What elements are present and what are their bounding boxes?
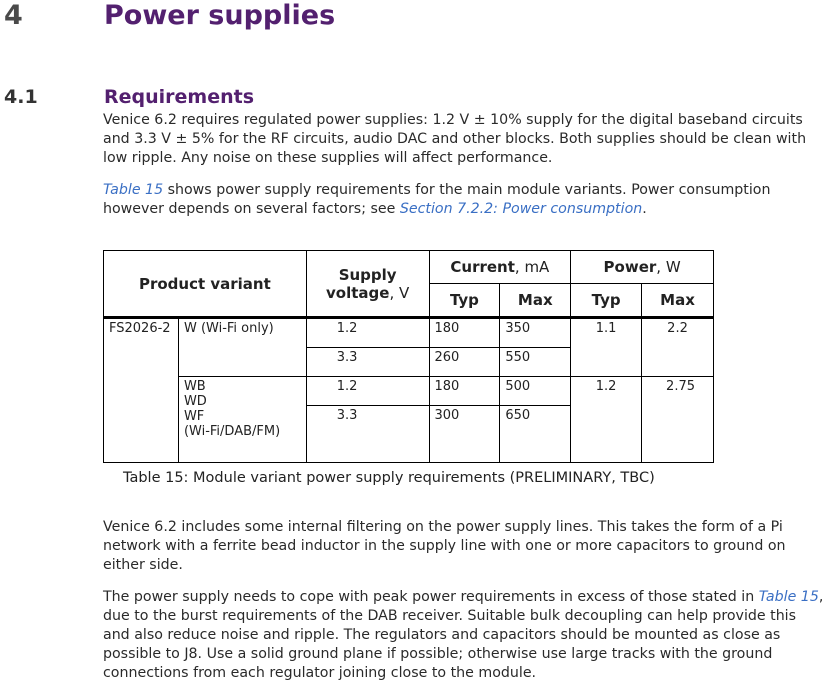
subsection-title: Requirements	[104, 86, 255, 108]
table-caption: Table 15: Module variant power supply requirements (PRELIMINARY, TBC)	[123, 470, 655, 486]
power-unit: , W	[656, 258, 681, 276]
current-typ-cell: 260	[429, 348, 500, 377]
power-header	[571, 251, 714, 284]
current-typ-cell: 180	[429, 318, 500, 348]
table-reference-paragraph	[103, 181, 825, 219]
variant-cell	[178, 377, 306, 463]
subsection-number: 4.1	[4, 86, 38, 108]
current-typ-header: Typ	[429, 284, 500, 318]
current-max-header: Max	[500, 284, 571, 318]
supply-voltage-header	[306, 251, 429, 318]
power-max-header: Max	[642, 284, 714, 318]
current-unit: , mA	[514, 258, 550, 276]
variant-line: WF	[183, 409, 205, 424]
power-requirements-table	[103, 250, 714, 463]
table-row	[104, 377, 714, 406]
product-cell: FS2026-2	[104, 318, 179, 463]
decoupling-paragraph	[103, 588, 825, 683]
power-typ-header: Typ	[571, 284, 642, 318]
variant-line: WB	[183, 379, 206, 394]
current-max-cell: 550	[500, 348, 571, 377]
voltage-unit: , V	[389, 283, 410, 302]
power-label: Power	[603, 258, 657, 276]
voltage-cell: 3.3	[306, 348, 429, 377]
table-row	[104, 318, 714, 348]
table-15-link[interactable]: Table 15	[758, 589, 819, 605]
voltage-label: voltage	[326, 283, 390, 302]
paragraph-text: .	[642, 201, 647, 217]
table-15-link[interactable]: Table 15	[103, 182, 164, 198]
voltage-cell: 1.2	[306, 318, 429, 348]
current-max-cell: 500	[500, 377, 571, 406]
voltage-cell: 1.2	[306, 377, 429, 406]
paragraph-text: shows power supply requirements for the main module variants. Power consumption however depends on several factors; see	[103, 182, 771, 217]
product-variant-header: Product variant	[104, 251, 307, 318]
current-typ-cell: 180	[429, 377, 500, 406]
current-typ-cell: 300	[429, 406, 500, 463]
current-label: Current	[450, 258, 515, 276]
voltage-cell: 3.3	[306, 406, 429, 463]
supply-label: Supply	[338, 265, 397, 284]
section-number: 4	[4, 0, 23, 31]
variant-line: (Wi-Fi/DAB/FM)	[183, 424, 281, 439]
power-max-cell: 2.75	[642, 377, 714, 463]
current-max-cell: 350	[500, 318, 571, 348]
paragraph-text: The power supply needs to cope with peak power requirements in excess of those stated in	[103, 589, 759, 605]
power-consumption-link[interactable]: Section 7.2.2: Power consumption	[399, 201, 643, 217]
filtering-paragraph: Venice 6.2 includes some internal filtering on the power supply lines. This takes the form of a Pi network with a ferrite bead inductor in the supply line with one or more capacitors to ground on either side.	[103, 519, 786, 573]
variant-cell: W (Wi-Fi only)	[178, 318, 306, 377]
current-max-cell: 650	[500, 406, 571, 463]
power-max-cell: 2.2	[642, 318, 714, 377]
power-typ-cell: 1.1	[571, 318, 642, 377]
intro-paragraph: Venice 6.2 requires regulated power supplies: 1.2 V ± 10% supply for the digital baseband circuits and 3.3 V ± 5% for the RF circuits, audio DAC and other blocks. Both supplies should be clean with low ripple. Any noise on these supplies will affect performance.	[103, 112, 807, 166]
paragraph-text: , due to the burst requirements of the DAB receiver. Suitable bulk decoupling can help provide this and also reduce noise and ripple. The regulators and capacitors should be mounted as close as possible to J8. Use a solid ground plane if possible; otherwise use large tracks with the ground connections from each regulator joining close to the module.	[103, 589, 824, 681]
section-title: Power supplies	[104, 0, 336, 31]
variant-line: WD	[183, 394, 207, 409]
current-header	[429, 251, 571, 284]
power-typ-cell: 1.2	[571, 377, 642, 463]
